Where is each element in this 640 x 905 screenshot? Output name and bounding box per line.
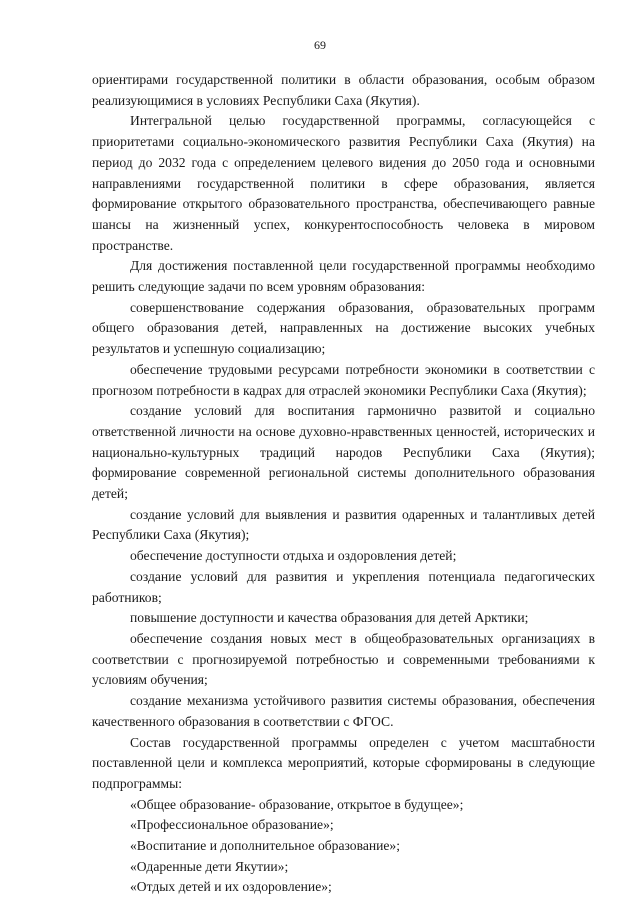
task-item: обеспечение создания новых мест в общеобразовательных организациях в соответствии с прогнозируемой потребностью и современными требованиями к условиям обучения; — [92, 630, 595, 688]
task-item: создание условий для развития и укрепления потенциала педагогических работников; — [92, 568, 595, 605]
subprogram-item: «Отдых детей и их оздоровление»; — [130, 879, 332, 895]
paragraph-subprograms-intro: Состав государственной программы определен с учетом масштабности поставленной цели и комплекса мероприятий, которые сформированы в следующие подпрограммы: — [92, 734, 595, 791]
task-item: обеспечение трудовыми ресурсами потребности экономики в соответствии с прогнозом потребности в кадрах для отраслей экономики Республики Саха (Якутия); — [92, 361, 595, 398]
page-number: 69 — [314, 38, 326, 52]
task-item: создание механизма устойчивого развития системы образования, обеспечения качественного образования в соответствии с ФГОС. — [92, 693, 595, 729]
task-item: создание условий для выявления и развития одаренных и талантливых детей Республики Саха (Якутия); — [92, 506, 595, 543]
paragraph-tasks-intro: Для достижения поставленной цели государственной программы необходимо решить следующие задачи по всем уровням образования: — [92, 258, 595, 295]
task-item: обеспечение доступности отдыха и оздоровления детей; — [130, 548, 457, 564]
subprogram-item: «Общее образование- образование, открытое в будущее»; — [130, 796, 464, 812]
document-body — [92, 70, 595, 898]
subprogram-item: «Воспитание и дополнительное образование»; — [130, 838, 401, 854]
task-item: совершенствование содержания образования, образовательных программ общего образования детей, направленных на достижение высоких учебных результатов и успешную социализацию; — [92, 299, 595, 357]
task-item: повышение доступности и качества образования для детей Арктики; — [130, 610, 529, 626]
paragraph-goal: Интегральной целью государственной программы, согласующейся с приоритетами социально-экономического развития Республики Саха (Якутия) на период до 2032 года с определением целевого видения до 2050 года и основными направлениями государственной политики в сфере образования, является формирование открытого образовательного пространства, обеспечивающего равные шансы на жизненный успех, конкурентоспособность человека в мировом пространстве. — [92, 113, 595, 253]
subprogram-item: «Одаренные дети Якутии»; — [130, 858, 289, 874]
paragraph-continuation: ориентирами государственной политики в области образования, особым образом реализующимися в условиях Республики Саха (Якутия). — [92, 72, 595, 108]
task-item: создание условий для воспитания гармонично развитой и социально ответственной личности на основе духовно-нравственных ценностей, исторических и национально-культурных традиций народов Республики Саха (Якутия); формирование современной региональной системы дополнительного образования детей; — [92, 403, 595, 502]
subprogram-item: «Профессиональное образование»; — [130, 817, 334, 833]
